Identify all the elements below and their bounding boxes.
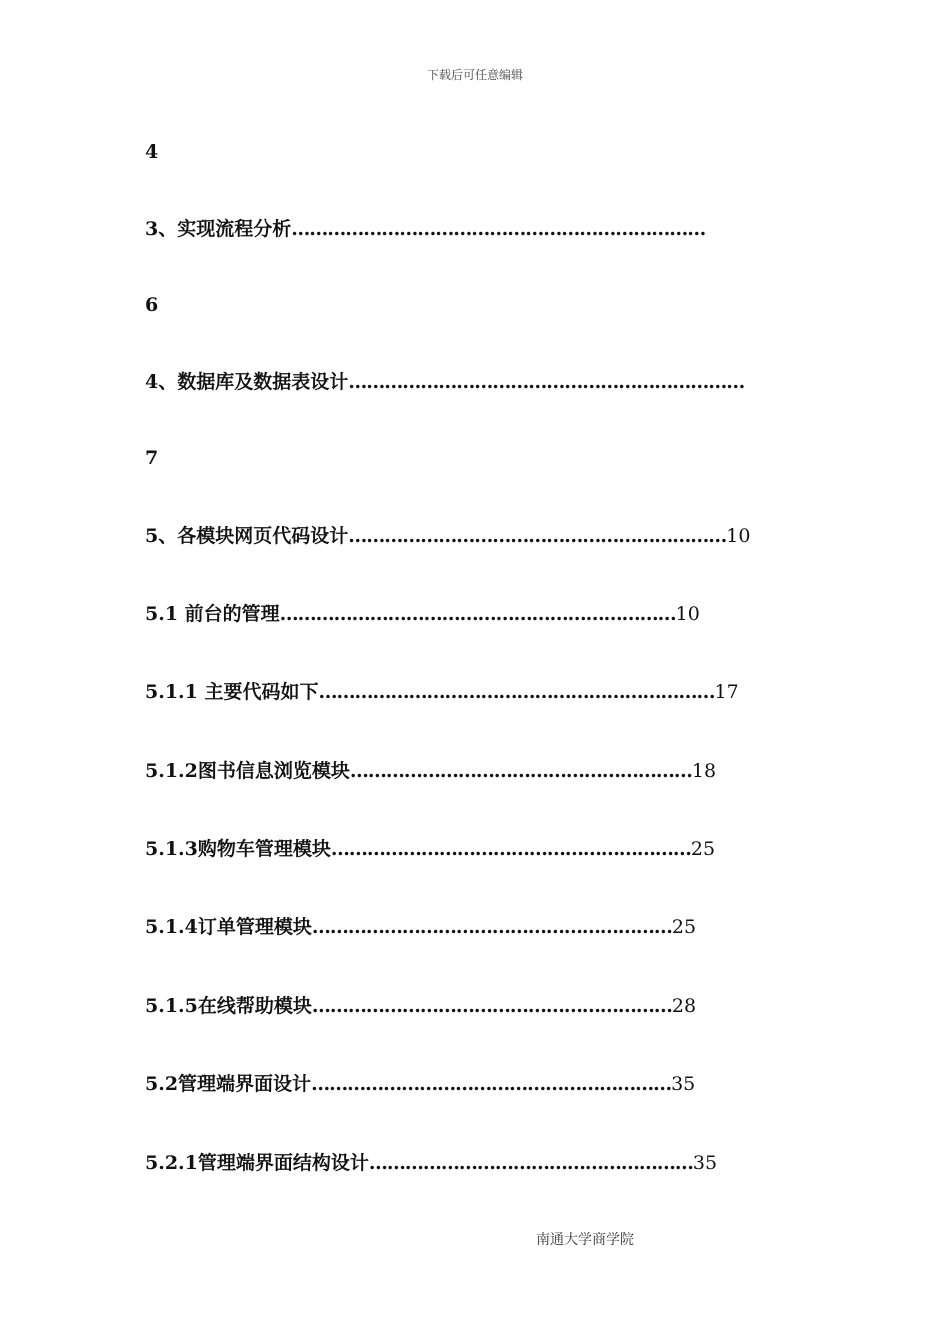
toc-entry-page: 18: [691, 760, 717, 782]
toc-entry: [145, 524, 750, 548]
toc-entry-label: 5、各模块网页代码设计: [145, 525, 349, 547]
toc-entry-label: 4、数据库及数据表设计: [145, 371, 349, 393]
toc-entry: [145, 217, 705, 241]
toc-entry-label: 5.1.5在线帮助模块: [145, 995, 312, 1017]
toc-entry-page: 35: [692, 1152, 718, 1174]
toc-entry-page: 17: [714, 681, 739, 703]
toc-entry-page: 25: [690, 838, 716, 860]
toc-entry: [145, 140, 158, 164]
toc-entry-leader: ………………………………………………………: [348, 525, 727, 547]
toc-entry-leader: ……………………………………………………: [311, 995, 672, 1017]
toc-entry-label: 5.2管理端界面设计: [145, 1073, 312, 1095]
toc-entry-leader: …………………………………………………………: [318, 681, 715, 703]
toc-entry: [145, 837, 715, 861]
toc-entry-leader: …………………………………………………………: [279, 603, 676, 625]
toc-entry: [145, 915, 696, 939]
toc-entry-label: 5.1.1 主要代码如下: [145, 681, 319, 703]
toc-entry-label: 6: [145, 294, 159, 316]
toc-entry-leader: …………………………………………………………: [348, 371, 745, 393]
toc-entry-page: 10: [675, 603, 700, 625]
toc-entry: [145, 680, 739, 704]
toc-entry: [145, 370, 744, 394]
page-footer: 南通大学商学院: [536, 1232, 634, 1248]
toc-entry-page: 10: [726, 525, 751, 547]
toc-entry: [145, 446, 158, 470]
toc-entry: [145, 994, 696, 1018]
toc-entry-page: 25: [671, 916, 697, 938]
toc-entry: [145, 293, 158, 317]
toc-entry-label: 5.1 前台的管理: [145, 603, 280, 625]
page-header: 下载后可任意编辑: [426, 68, 523, 82]
toc-entry: [145, 1072, 695, 1096]
toc-entry: [145, 602, 700, 626]
toc-entry-page: 35: [671, 1073, 696, 1095]
toc-entry: [145, 1151, 717, 1175]
toc-entry-leader: ……………………………………………………: [330, 838, 691, 860]
toc-entry: [145, 759, 716, 783]
toc-entry-leader: …………………………………………………: [349, 760, 692, 782]
toc-entry-label: 7: [145, 447, 159, 469]
toc-entry-label: 5.1.2图书信息浏览模块: [145, 760, 350, 782]
toc-entry-leader: ……………………………………………………: [311, 1073, 672, 1095]
toc-entry-leader: ………………………………………………: [368, 1152, 693, 1174]
toc-entry-label: 5.1.3购物车管理模块: [145, 838, 331, 860]
toc-entry-leader: ……………………………………………………: [311, 916, 672, 938]
toc-entry-leader: ……………………………………………………………: [291, 218, 706, 240]
toc-entry-label: 5.1.4订单管理模块: [145, 916, 312, 938]
toc-entry-label: 4: [145, 141, 159, 163]
toc-entry-label: 3、实现流程分析: [145, 218, 292, 240]
toc-entry-page: 28: [671, 995, 697, 1017]
toc-entry-label: 5.2.1管理端界面结构设计: [145, 1152, 369, 1174]
